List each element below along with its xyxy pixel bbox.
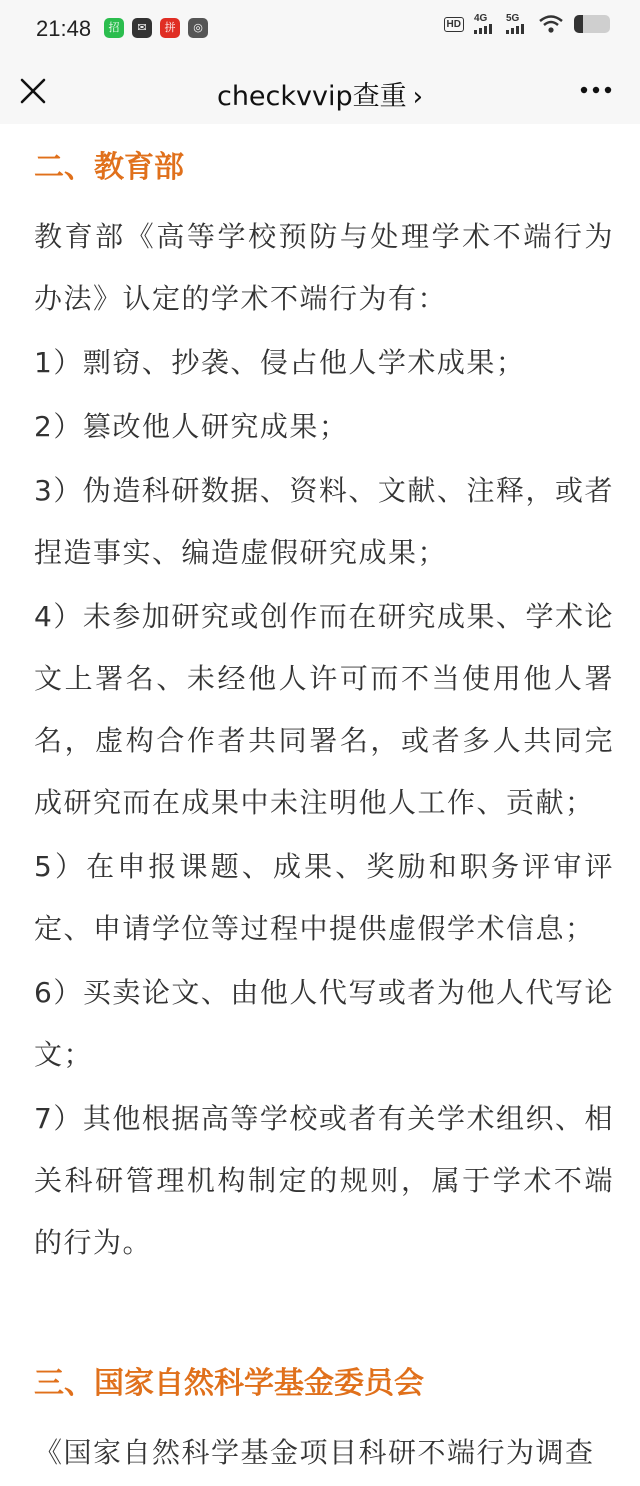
status-indicators [444,14,610,34]
list-item: 4）未参加研究或创作而在研究成果、学术论文上署名、未经他人许可而不当使用他人署名，虚构合作者共同署名，或者多人共同完成研究而在成果中未注明他人工作、贡献； [34,600,614,819]
app-notification-icon: 招 [104,18,124,38]
list-item: 6）买卖论文、由他人代写或者为他人代写论文； [34,976,614,1071]
status-time: 21:48 [36,16,92,41]
more-icon[interactable] [578,78,614,102]
partial-paragraph: 《国家自然科学基金项目科研不端行为调查 [34,1436,595,1469]
section-heading: 三、国家自然科学基金委员会 [34,1366,424,1401]
signal-5g-icon: 5G [506,14,528,34]
nav-bar [0,62,640,124]
chevron-right-icon: › [412,82,424,112]
signal-4g-icon: 4G [474,14,496,34]
list-item: 5）在申报课题、成果、奖励和职务评审评定、申请学位等过程中提供虚假学术信息； [34,850,614,945]
mail-notification-icon: ✉ [132,18,152,38]
signal-bars-icon [474,24,496,34]
notification-icons [104,18,208,38]
shopping-notification-icon: 拼 [160,18,180,38]
list-item: 3）伪造科研数据、资料、文献、注释，或者捏造事实、编造虚假研究成果； [34,474,614,569]
wifi-icon [538,14,564,34]
article-body [34,130,614,1486]
page-title: checkvvip查重 [216,81,407,112]
hd-voice-icon: HD [444,17,464,32]
list-item: 2）篡改他人研究成果； [34,410,349,443]
intro-paragraph: 教育部《高等学校预防与处理学术不端行为办法》认定的学术不端行为有： [34,220,614,315]
sync-notification-icon: ◎ [188,18,208,38]
section-heading: 二、教育部 [34,150,184,185]
battery-icon [574,15,610,33]
signal-bars-icon [506,24,528,34]
account-title-link[interactable] [0,74,640,113]
status-bar [0,0,640,62]
list-item: 1）剽窃、抄袭、侵占他人学术成果； [34,346,526,379]
list-item: 7）其他根据高等学校或者有关学术组织、相关科研管理机构制定的规则，属于学术不端的行为。 [34,1102,614,1259]
